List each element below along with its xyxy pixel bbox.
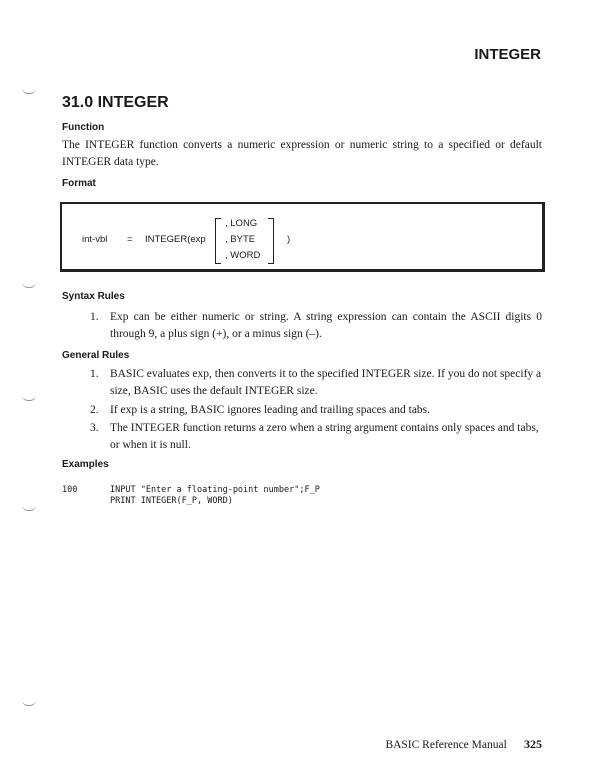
example-code-line: PRINT INTEGER(F_P, WORD) bbox=[110, 496, 233, 506]
function-heading: Function bbox=[62, 122, 105, 133]
syntax-rule bbox=[90, 309, 542, 343]
right-bracket bbox=[268, 218, 274, 264]
function-text: The INTEGER function converts a numeric expression or numeric string to a specified or default INTEGER data type. bbox=[62, 139, 542, 168]
general-heading: General Rules bbox=[62, 350, 130, 361]
page-number: 325 bbox=[524, 737, 542, 751]
format-box bbox=[60, 202, 545, 272]
examples-heading: Examples bbox=[62, 459, 109, 470]
scan-mark bbox=[22, 505, 36, 511]
rule-number: 1. bbox=[90, 368, 99, 380]
left-bracket bbox=[215, 218, 221, 264]
format-heading: Format bbox=[62, 178, 96, 189]
scan-mark bbox=[22, 395, 36, 401]
option-word: , WORD bbox=[225, 250, 261, 261]
example-line-number: 100 bbox=[62, 485, 78, 495]
rule-number: 1. bbox=[90, 311, 99, 323]
manual-name: BASIC Reference Manual bbox=[385, 739, 507, 751]
format-eq: = bbox=[127, 234, 133, 245]
general-rule bbox=[90, 366, 542, 400]
option-byte: , BYTE bbox=[225, 234, 256, 245]
rule-number: 2. bbox=[90, 404, 99, 416]
format-close: ) bbox=[287, 234, 291, 245]
general-rule bbox=[90, 402, 542, 419]
format-call: INTEGER(exp bbox=[145, 234, 206, 245]
page-footer bbox=[385, 737, 542, 754]
rule-text: BASIC evaluates exp, then converts it to the specified INTEGER size. If you do not specify a size, BASIC uses the default INTEGER size. bbox=[110, 368, 542, 397]
syntax-heading: Syntax Rules bbox=[62, 291, 125, 302]
rule-number: 3. bbox=[90, 422, 99, 434]
section-title: 31.0 INTEGER bbox=[62, 94, 169, 111]
general-rule bbox=[90, 420, 542, 454]
rule-text: If exp is a string, BASIC ignores leading and trailing spaces and tabs. bbox=[110, 404, 431, 416]
rule-text: Exp can be either numeric or string. A string expression can contain the ASCII digits 0 through 9, a plus sign (+), or a minus sign (–). bbox=[110, 311, 542, 340]
example-code-line: INPUT "Enter a floating-point number";F_P bbox=[110, 485, 320, 495]
running-header: INTEGER bbox=[474, 46, 541, 63]
format-lhs: int-vbl bbox=[82, 234, 108, 245]
scan-mark bbox=[22, 282, 36, 288]
option-long: , LONG bbox=[225, 218, 258, 229]
rule-text: The INTEGER function returns a zero when a string argument contains only spaces and tabs, or when it is null. bbox=[110, 422, 539, 451]
scan-mark bbox=[22, 700, 36, 706]
scan-mark bbox=[22, 88, 36, 94]
